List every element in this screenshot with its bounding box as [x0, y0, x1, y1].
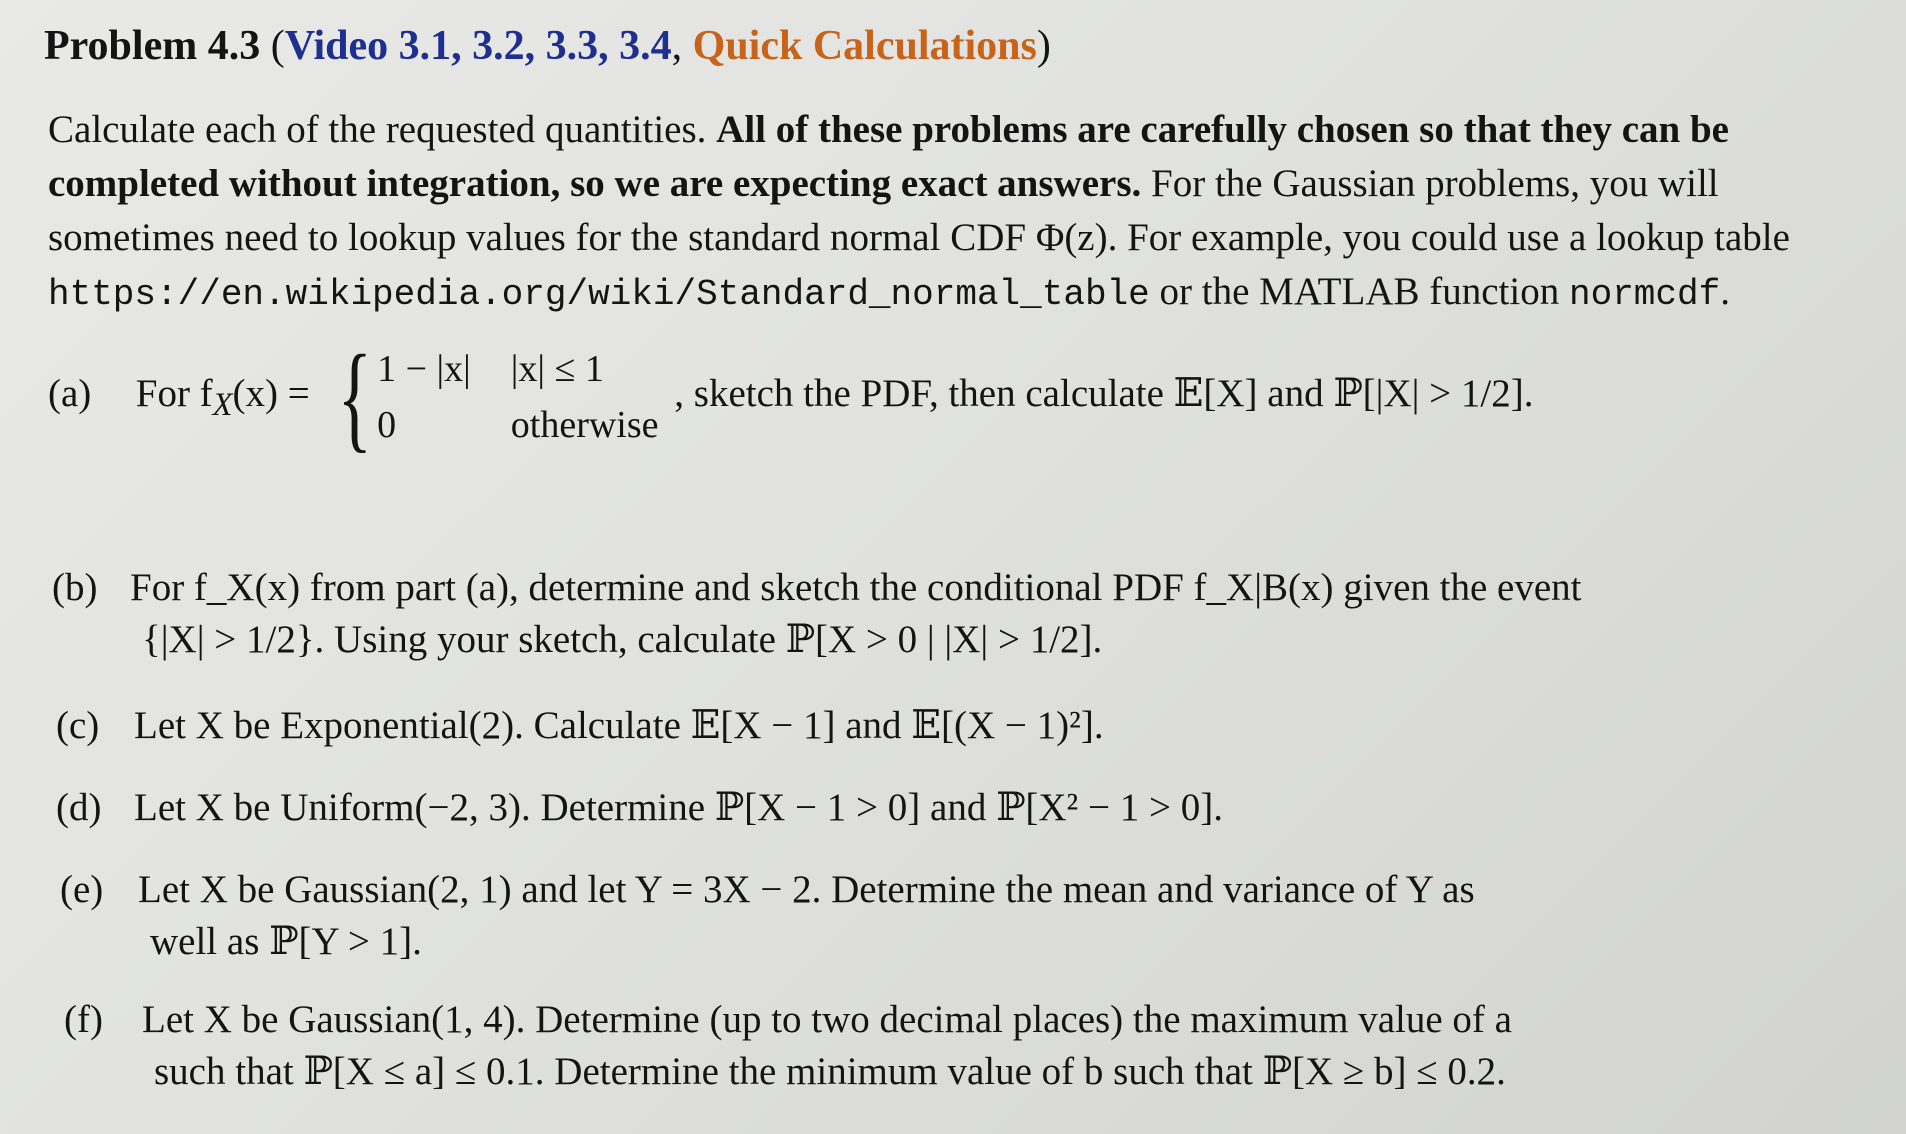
quick-calculations-link[interactable]: Quick Calculations [692, 23, 1037, 69]
part-f-line2: such that ℙ[X ≤ a] ≤ 0.1. Determine the minimum value of b such that ℙ[X ≥ b] ≤ 0.2. [154, 1050, 1506, 1093]
intro-sentence-1: Calculate each of the requested quantities. [48, 108, 717, 151]
matlab-function: normcdf [1568, 274, 1721, 315]
intro-paragraph [48, 103, 1848, 322]
intro-bold-note: All of these problems are carefully chosen so that they can be completed without integration, so we are expecting exact answers. [48, 108, 1729, 205]
part-a-tail: , sketch the PDF, then calculate 𝔼[X] and ℙ[|X| > 1/2]. [674, 371, 1534, 415]
part-d-text: Let X be Uniform(−2, 3). Determine ℙ[X − 1 > 0] and ℙ[X² − 1 > 0]. [134, 786, 1223, 829]
part-f-line1: Let X be Gaussian(1, 4). Determine (up to two decimal places) the maximum value of a [142, 998, 1512, 1041]
part-a-sub: X [212, 386, 233, 423]
part-d-label: (d) [56, 786, 102, 829]
part-b-line2: {|X| > 1/2}. Using your sketch, calculate ℙ[X > 0 | |X| > 1/2]. [142, 618, 1103, 661]
case2-cond: otherwise [510, 404, 659, 446]
intro-end: . [1720, 270, 1730, 313]
left-brace: { [337, 330, 372, 463]
part-c [56, 700, 1836, 752]
part-b-line1: For f_X(x) from part (a), determine and sketch the conditional PDF f_X|B(x) given the event [130, 566, 1582, 609]
part-c-text: Let X be Exponential(2). Calculate 𝔼[X − 1] and 𝔼[(X − 1)²]. [134, 704, 1104, 747]
piecewise-function [326, 330, 659, 463]
part-a [48, 330, 1828, 463]
paren-close: ) [1036, 23, 1051, 69]
part-a-lead2: (x) = [232, 371, 310, 415]
title-separator: , [671, 23, 693, 69]
intro-or: or the MATLAB function [1149, 270, 1569, 313]
paren-open: ( [270, 23, 285, 69]
part-d [56, 782, 1836, 834]
part-e [60, 864, 1840, 968]
case1-expr: 1 − |x| [377, 348, 471, 390]
part-b [52, 562, 1832, 666]
part-f [64, 994, 1844, 1098]
wikipedia-url[interactable]: https://en.wikipedia.org/wiki/Standard_normal_table [48, 274, 1150, 315]
part-e-label: (e) [60, 868, 104, 911]
part-c-label: (c) [56, 704, 100, 747]
part-a-lead: For f [135, 371, 213, 415]
part-b-label: (b) [52, 566, 98, 609]
part-e-line2: well as ℙ[Y > 1]. [150, 920, 422, 963]
part-e-line1: Let X be Gaussian(2, 1) and let Y = 3X − 2. Determine the mean and variance of Y as [138, 868, 1475, 911]
part-a-label: (a) [48, 371, 92, 415]
video-links[interactable]: Video 3.1, 3.2, 3.3, 3.4 [284, 23, 672, 69]
case2-expr: 0 [377, 404, 397, 446]
case1-cond: |x| ≤ 1 [510, 348, 604, 390]
problem-title [44, 22, 1051, 70]
part-f-label: (f) [64, 998, 103, 1041]
intro-sentence-2: For the Gaussian problems, you will sometimes need to lookup values for the standard normal CDF Φ(z). For example, you could use a lookup table [48, 162, 1790, 259]
problem-number: Problem 4.3 [44, 23, 261, 69]
